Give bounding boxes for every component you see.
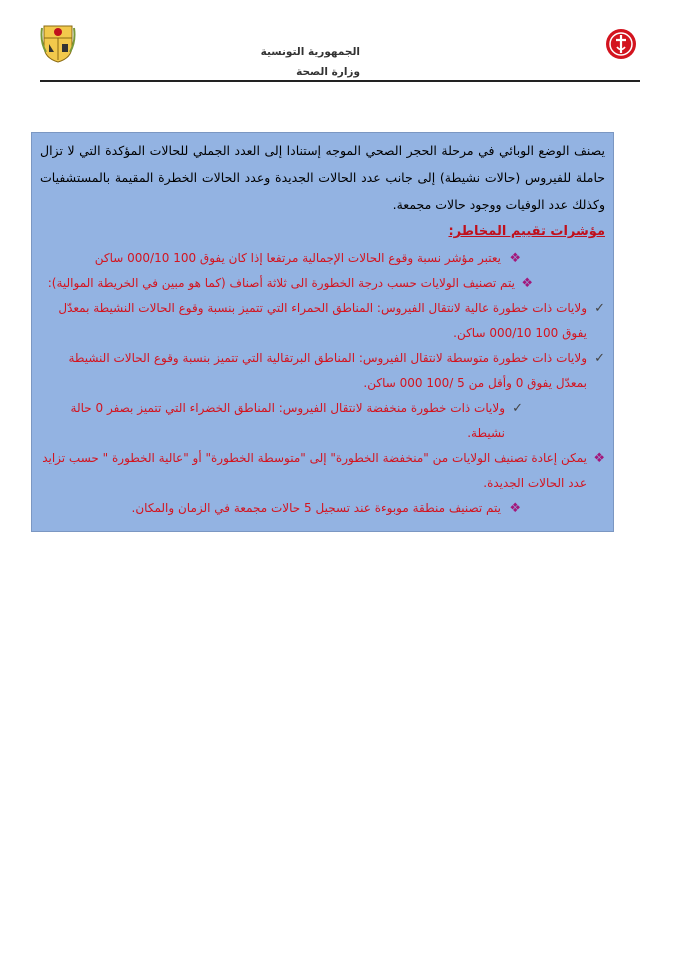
ministry-name: وزارة الصحة — [296, 66, 360, 78]
tunisia-coat-of-arms-icon — [40, 22, 76, 64]
list-item-text: ولايات ذات خطورة منخفضة لانتقال الفيروس: المناطق الخضراء التي تتميز بصفر 0 حالة نشيطة. — [70, 401, 505, 440]
country-name: الجمهورية التونسية — [260, 46, 360, 58]
checkmark-bullet-icon: ✓ — [594, 351, 605, 366]
list-item-text: يعتبر مؤشر نسبة وقوع الحالات الإجمالية مرتفعا إذا كان يفوق 100 000/10 ساكن — [94, 251, 501, 265]
list-item-text: يتم تصنيف الولايات حسب درجة الخطورة الى ثلاثة أصناف (كما هو مبين في الخريطة الموالية): — [47, 276, 515, 290]
checkmark-bullet-icon: ✓ — [594, 301, 605, 316]
risk-indicators-title: مؤشرات تقييم المخاطر: — [448, 224, 605, 239]
diamond-bullet-icon: ❖ — [509, 501, 521, 516]
checkmark-bullet-icon: ✓ — [512, 401, 523, 416]
list-item — [40, 271, 605, 296]
list-item-text: ولايات ذات خطورة عالية لانتقال الفيروس: المناطق الحمراء التي تتميز بنسبة وقوع الحالات النشيطة بمعدّل يفوق 100 000/10 ساكن. — [58, 301, 587, 340]
list-item — [40, 246, 605, 271]
header-text-block — [200, 42, 360, 82]
list-item-text: يتم تصنيف منطقة موبوءة عند تسجيل 5 حالات مجمعة في الزمان والمكان. — [131, 501, 501, 515]
diamond-bullet-icon: ❖ — [509, 251, 521, 266]
list-item-text: ولايات ذات خطورة متوسطة لانتقال الفيروس: المناطق البرتقالية التي تتميز بنسبة وقوع الحالات النشيطة بمعدّل يفوق 0 وأقل من 5 /100 000 ساكن. — [68, 351, 587, 390]
header-divider — [40, 80, 640, 82]
list-item — [40, 396, 605, 446]
list-item — [40, 446, 605, 496]
diamond-bullet-icon: ❖ — [593, 451, 605, 466]
list-item-text: يمكن إعادة تصنيف الولايات من "منخفضة الخطورة" إلى "متوسطة الخطورة" أو "عالية الخطورة " حسب تزايد عدد الحالات الجديدة. — [42, 451, 587, 490]
list-item — [40, 296, 605, 346]
list-item — [40, 346, 605, 396]
diamond-bullet-icon: ❖ — [521, 276, 533, 291]
intro-paragraph: يصنف الوضع الوبائي في مرحلة الحجر الصحي الموجه إستنادا إلى العدد الجملي للحالات المؤكدة التي لا تزال حاملة للفيروس (حالات نشيطة) إلى جانب عدد الحالات الجديدة وعدد الحالات الخطرة المقيمة بالمستشفيات وكذلك عدد الوفيات ووجود حالات مجمعة. — [40, 143, 605, 212]
epidemic-situation-panel — [31, 132, 614, 532]
list-item — [40, 496, 605, 521]
ministry-of-health-logo-icon — [605, 28, 637, 60]
